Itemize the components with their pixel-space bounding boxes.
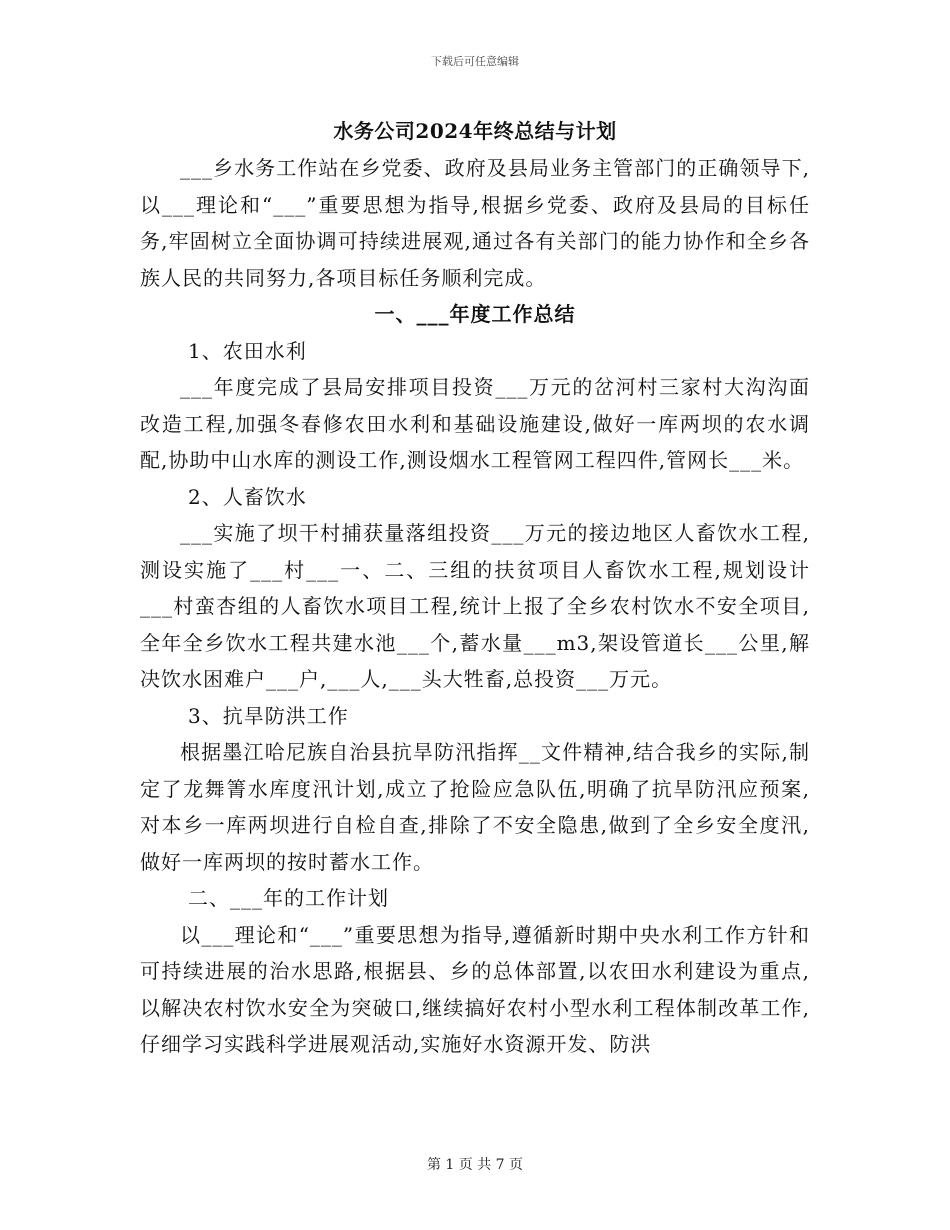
section2-paragraph: 以___理论和“___”重要思想为指导,遵循新时期中央水利工作方针和可持续进展的治水思路,根据县、乡的总体部置,以农田水利建设为重点,以解决农村饮水安全为突破口,继续搞好农村小型水利工程体制改革工作,仔细学习实践科学进展观活动,实施好水资源开发、防洪 (140, 922, 810, 1056)
page-number: 第 1 页 共 7 页 (426, 1157, 524, 1173)
header-note: 下载后可任意编辑 (431, 55, 519, 68)
section2-heading: 二、___年的工作计划 (188, 886, 389, 910)
item3-title: 3、抗旱防洪工作 (188, 703, 349, 728)
item1-title: 1、农田水利 (188, 338, 307, 363)
item2-paragraph: ___实施了坝干村捕获量落组投资___万元的接边地区人畜饮水工程,测设实施了___村___一、二、三组的扶贫项目人畜饮水工程,规划设计___村蛮杏组的人畜饮水项目工程,统计上报了全乡农村饮水不安全项目,全年全乡饮水工程共建水池___个,蓄水量___m3,架设管道长___公里,解决饮水困难户___户,___人,___头大牲畜,总投资___万元。 (140, 521, 810, 691)
intro-paragraph: ___乡水务工作站在乡党委、政府及县局业务主管部门的正确领导下,以___理论和“___”重要思想为指导,根据乡党委、政府及县局的目标任务,牢固树立全面协调可持续进展观,通过各有关部门的能力协作和全乡各族人民的共同努力,各项目标任务顺利完成。 (140, 156, 810, 290)
document-body (140, 150, 810, 1063)
document-title: 水务公司2024年终总结与计划 (333, 119, 617, 143)
item3-paragraph: 根据墨江哈尼族自治县抗旱防汛指挥__文件精神,结合我乡的实际,制定了龙舞箐水库度汛计划,成立了抢险应急队伍,明确了抗旱防汛应预案,对本乡一库两坝进行自检自查,排除了不安全隐患,做到了全乡安全度汛,做好一库两坝的按时蓄水工作。 (140, 740, 810, 874)
item1-paragraph: ___年度完成了县局安排项目投资___万元的岔河村三家村大沟沟面改造工程,加强冬春修农田水利和基础设施建设,做好一库两坝的农水调配,协助中山水库的测设工作,测设烟水工程管网工程四件,管网长___米。 (140, 375, 810, 472)
item2-title: 2、人畜饮水 (188, 484, 307, 509)
section1-heading: 一、___年度工作总结 (374, 302, 576, 326)
